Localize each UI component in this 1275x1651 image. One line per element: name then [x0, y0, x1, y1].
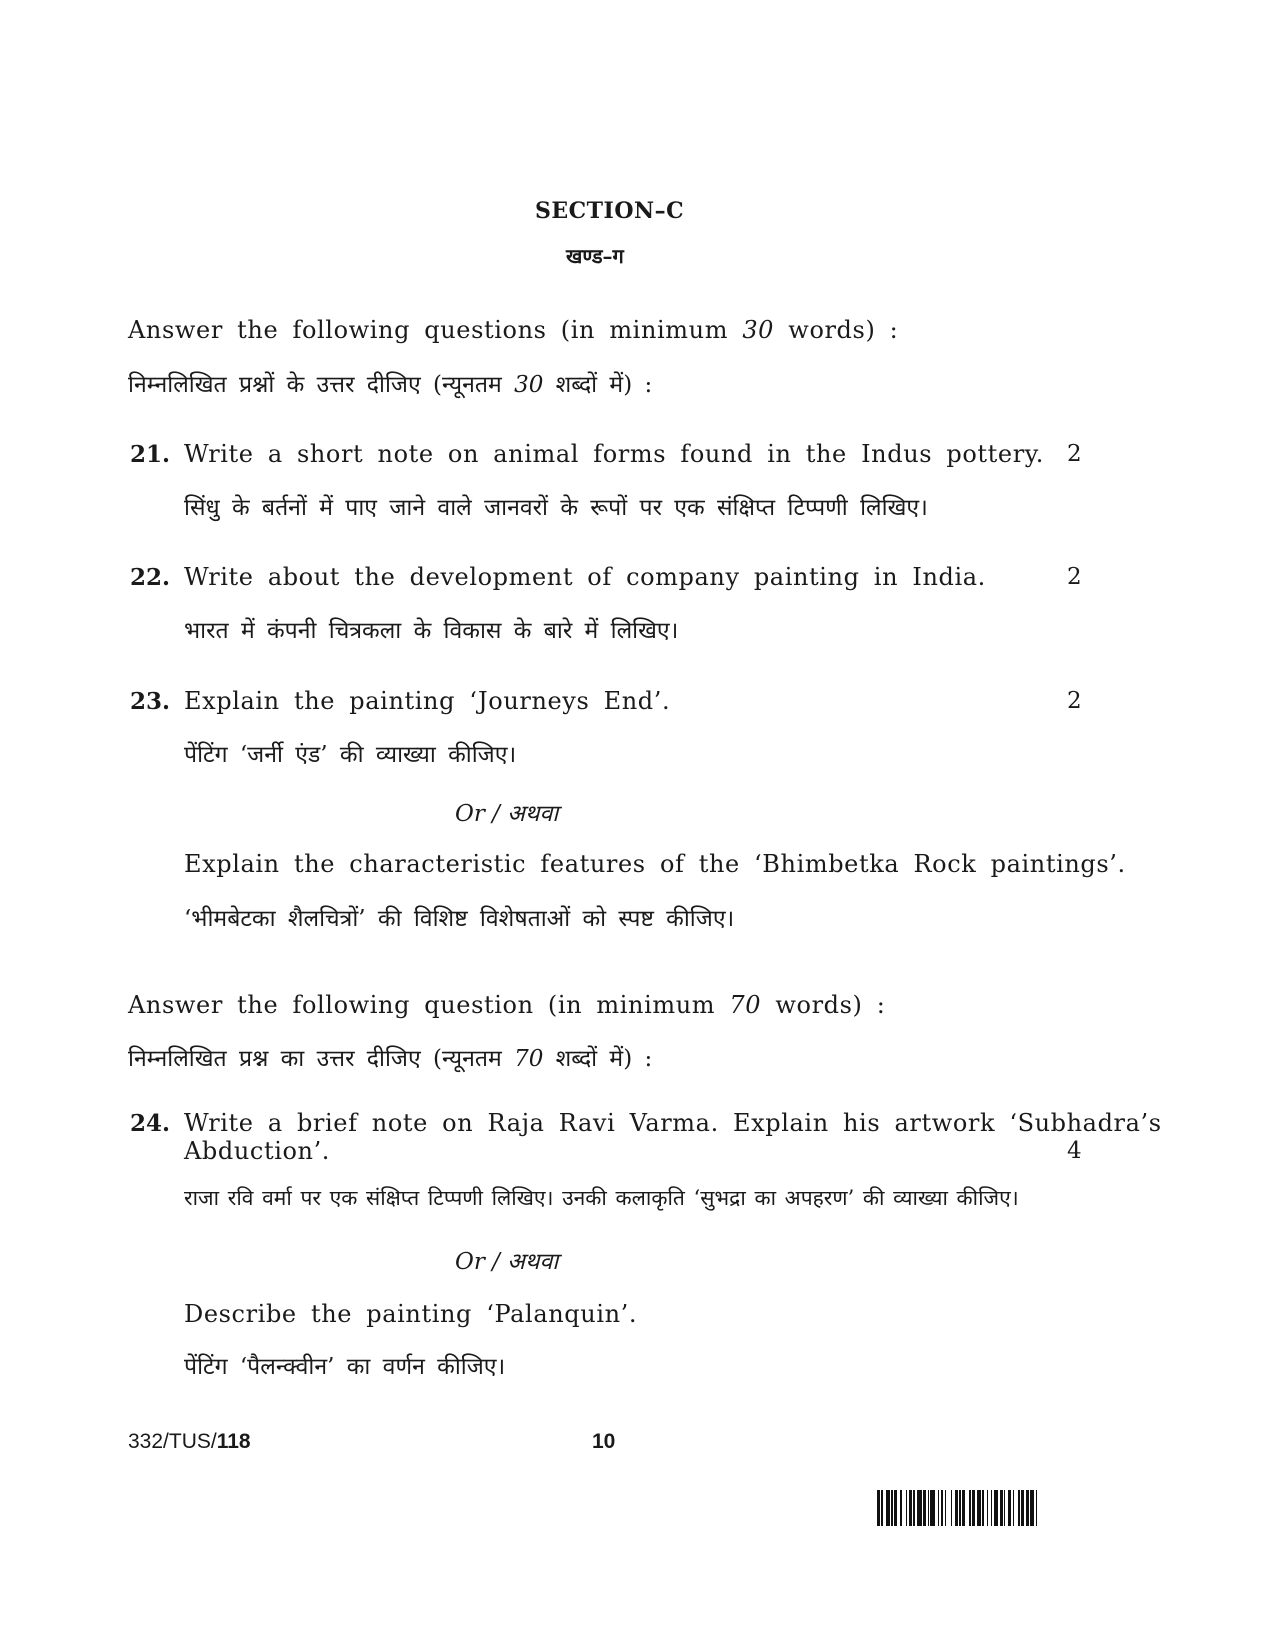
or-separator: Or / अथवा [455, 1249, 559, 1275]
alternative-question-english: Describe the painting ‘Palanquin’. [184, 1300, 638, 1328]
question-text-hindi: भारत में कंपनी चित्रकला के विकास के बारे में लिखिए। [184, 618, 679, 644]
section-title: SECTION–C [535, 198, 685, 224]
question-text-english: Write a short note on animal forms found in the Indus pottery. [184, 440, 1044, 468]
question-number: 22. [130, 564, 171, 591]
or-separator: Or / अथवा [455, 801, 559, 827]
question-text-hindi: राजा रवि वर्मा पर एक संक्षिप्त टिप्पणी लिखिए। उनकी कलाकृति ‘सुभद्रा का अपहरण’ की व्याख्या कीजिए। [184, 1186, 1019, 1210]
alternative-question-hindi: पेंटिंग ‘पैलन्क्वीन’ का वर्णन कीजिए। [184, 1354, 506, 1380]
section-title-hindi: खण्ड–ग [566, 244, 624, 268]
alternative-question-hindi: ‘भीमबेटका शैलचित्रों’ की विशिष्ट विशेषताओं को स्पष्ट कीजिए। [184, 906, 735, 932]
paper-code: 332/TUS/118 [128, 1430, 251, 1453]
page-number: 10 [592, 1430, 616, 1453]
question-text-english: Write a brief note on Raja Ravi Varma. Explain his artwork ‘Subhadra’s [184, 1109, 1162, 1137]
question-number: 24. [130, 1110, 171, 1137]
instruction-hindi: निम्नलिखित प्रश्न का उत्तर दीजिए (न्यूनतम 70 शब्दों में) : [128, 1046, 653, 1072]
question-marks: 2 [1067, 688, 1082, 714]
question-marks: 2 [1067, 441, 1082, 467]
question-marks: 4 [1067, 1138, 1082, 1164]
question-text-english: Explain the painting ‘Journeys End’. [184, 687, 671, 715]
instruction-english: Answer the following question (in minimum 70 words) : [128, 991, 886, 1019]
question-text-hindi: सिंधु के बर्तनों में पाए जाने वाले जानवरों के रूपों पर एक संक्षिप्त टिप्पणी लिखिए। [184, 495, 928, 521]
question-number: 23. [130, 688, 171, 715]
question-marks: 2 [1067, 564, 1082, 590]
barcode [877, 1490, 1040, 1526]
question-text-english-continued: Abduction’. [184, 1137, 331, 1165]
alternative-question-english: Explain the characteristic features of the ‘Bhimbetka Rock paintings’. [184, 850, 1126, 878]
question-number: 21. [130, 441, 171, 468]
instruction-english: Answer the following questions (in minimum 30 words) : [128, 316, 899, 344]
question-text-english: Write about the development of company painting in India. [184, 563, 986, 591]
question-text-hindi: पेंटिंग ‘जर्नी एंड’ की व्याख्या कीजिए। [184, 742, 517, 768]
instruction-hindi: निम्नलिखित प्रश्नों के उत्तर दीजिए (न्यूनतम 30 शब्दों में) : [128, 372, 653, 398]
